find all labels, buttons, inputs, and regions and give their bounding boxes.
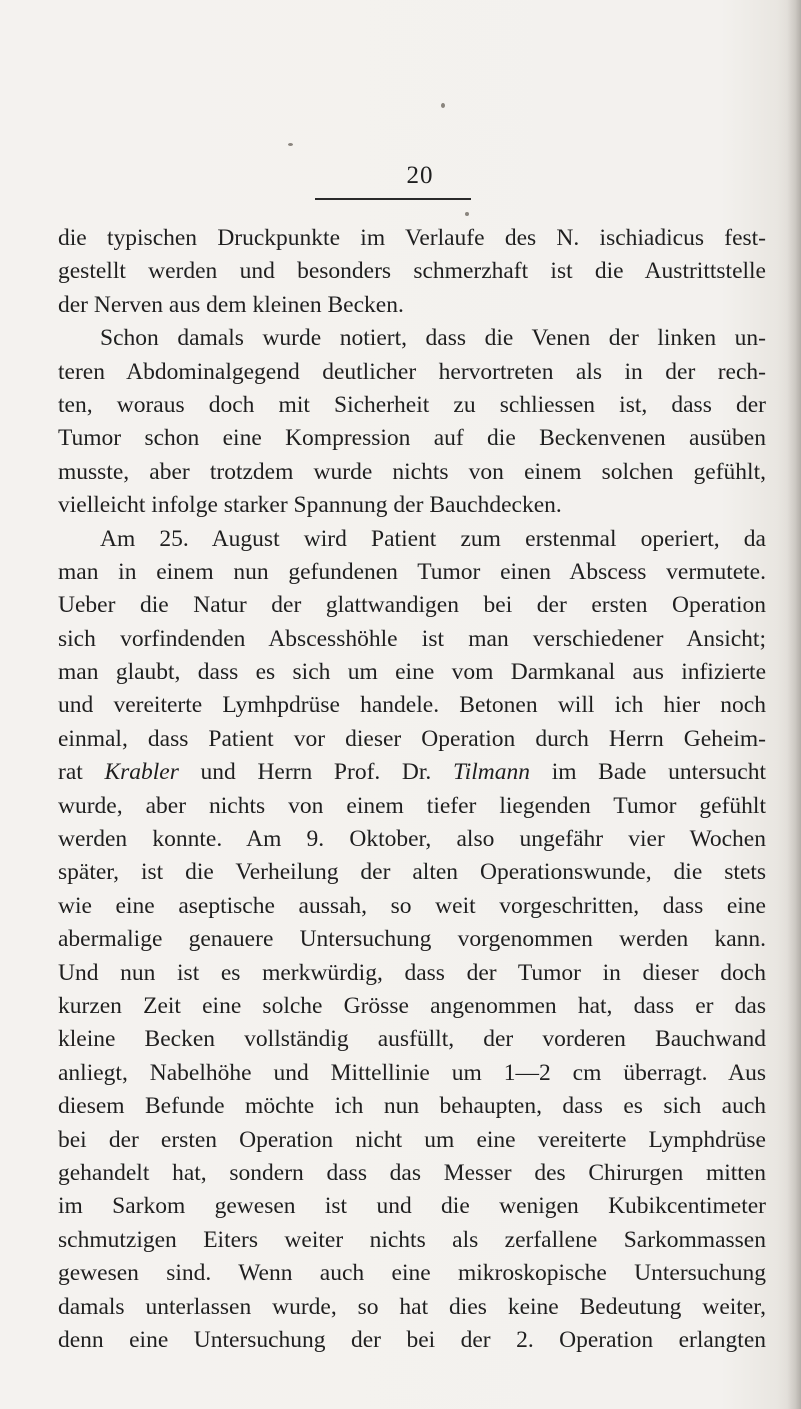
text-line: damals unterlassen wurde, so hat dies keine Bedeutung weiter, — [58, 1293, 766, 1320]
print-speck — [441, 103, 445, 108]
body-text — [58, 222, 766, 1357]
text-line: werden konnte. Am 9. Oktober, also ungefähr vier Wochen — [58, 826, 766, 853]
text-line: Schon damals wurde notiert, dass die Venen der linken un- — [100, 325, 766, 352]
text-line: der Nerven aus dem kleinen Becken. — [58, 291, 404, 318]
text-line: abermalige genauere Untersuchung vorgenommen werden kann. — [58, 926, 766, 953]
text-line: gestellt werden und besonders schmerzhaft ist die Austrittstelle — [58, 258, 766, 285]
text-line: die typischen Druckpunkte im Verlaufe des N. ischiadicus fest- — [58, 225, 766, 251]
text-line: schmutzigen Eiters weiter nichts als zerfallene Sarkommassen — [58, 1226, 766, 1253]
text-line: teren Abdominalgegend deutlicher hervortreten als in der rech- — [58, 358, 766, 385]
text-line: wie eine aseptische aussah, so weit vorgeschritten, dass eine — [58, 892, 766, 919]
page-number: 20 — [406, 162, 434, 189]
text-line: ten, woraus doch mit Sicherheit zu schliessen ist, dass der — [58, 391, 766, 418]
text-line: und vereiterte Lymhpdrüse handele. Betonen will ich hier noch — [58, 692, 766, 719]
person-name-krabler: Krabler — [104, 759, 179, 786]
text-fragment: und Herrn Prof. Dr. — [178, 759, 453, 786]
text-line: wurde, aber nichts von einem tiefer liegenden Tumor gefühlt — [58, 792, 766, 819]
text-line: später, ist die Verheilung der alten Operationswunde, die stets — [58, 859, 766, 886]
text-line: Ueber die Natur der glattwandigen bei der ersten Operation — [58, 592, 766, 619]
text-line: im Sarkom gewesen ist und die wenigen Kubikcentimeter — [58, 1193, 766, 1220]
text-line: bei der ersten Operation nicht um eine vereiterte Lymphdrüse — [58, 1126, 766, 1153]
text-line: sich vorfindenden Abscesshöhle ist man verschiedener Ansicht; — [58, 625, 766, 652]
text-line: gewesen sind. Wenn auch eine mikroskopische Untersuchung — [58, 1260, 766, 1287]
text-line: denn eine Untersuchung der bei der 2. Operation erlangten — [58, 1326, 766, 1353]
text-fragment: im Bade untersucht — [530, 759, 766, 786]
text-line: man in einem nun gefundenen Tumor einen Abscess vermutete. — [58, 558, 766, 585]
text-line: kleine Becken vollständig ausfüllt, der vorderen Bauchwand — [58, 1026, 766, 1053]
text-line: Und nun ist es merkwürdig, dass der Tumor in dieser doch — [58, 959, 766, 986]
text-line: vielleicht infolge starker Spannung der Bauchdecken. — [58, 492, 562, 519]
text-line: einmal, dass Patient vor dieser Operation durch Herrn Geheim- — [58, 725, 766, 752]
text-line: anliegt, Nabelhöhe und Mittellinie um 1—2 cm überragt. Aus — [58, 1059, 766, 1086]
text-line: Tumor schon eine Kompression auf die Beckenvenen ausüben — [58, 425, 766, 452]
text-line: kurzen Zeit eine solche Grösse angenommen hat, dass er das — [58, 992, 766, 1019]
page-number-rule — [315, 198, 471, 200]
text-line: Am 25. August wird Patient zum erstenmal operiert, da — [100, 525, 766, 552]
page-edge-shadow — [787, 0, 801, 1409]
text-line-with-names — [58, 756, 766, 789]
print-speck — [465, 212, 469, 216]
text-line: man glaubt, dass es sich um eine vom Darmkanal aus infizierte — [58, 659, 766, 686]
text-line: gehandelt hat, sondern dass das Messer des Chirurgen mitten — [58, 1159, 766, 1186]
text-line: musste, aber trotzdem wurde nichts von einem solchen gefühlt, — [58, 458, 766, 485]
print-speck — [288, 143, 293, 146]
text-fragment: rat — [58, 759, 105, 786]
text-line: diesem Befunde möchte ich nun behaupten, dass es sich auch — [58, 1093, 766, 1120]
person-name-tilmann: Tilmann — [452, 759, 531, 786]
